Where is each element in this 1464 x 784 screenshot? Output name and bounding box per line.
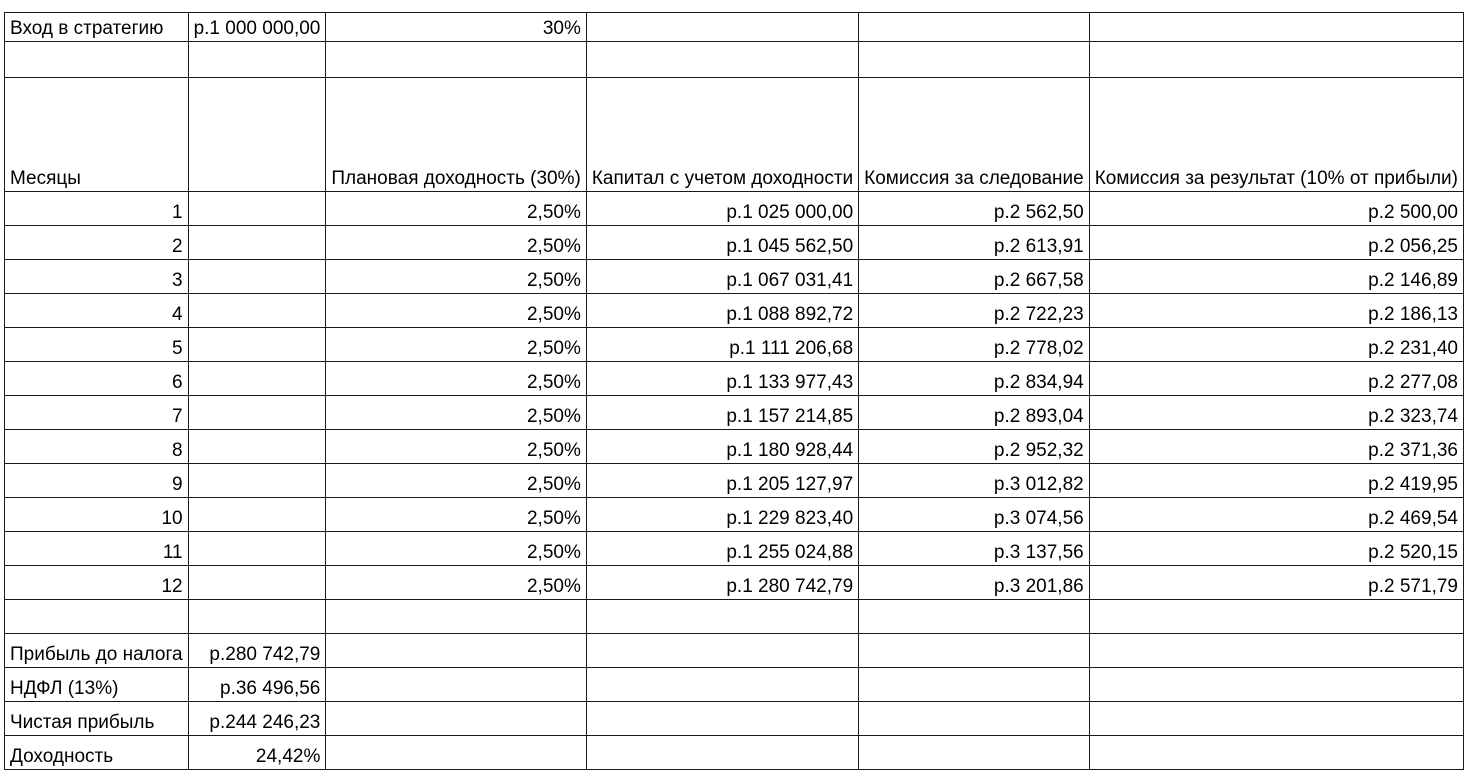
table-row — [5, 396, 1464, 430]
empty-cell[interactable] — [188, 328, 326, 362]
result-fee-cell[interactable]: р.2 500,00 — [1089, 192, 1463, 226]
capital-cell[interactable]: р.1 229 823,40 — [586, 498, 858, 532]
empty-cell[interactable] — [859, 600, 1090, 634]
month-number-cell[interactable]: 9 — [5, 464, 189, 498]
follow-fee-cell[interactable]: р.2 562,50 — [859, 192, 1090, 226]
empty-cell[interactable] — [188, 430, 326, 464]
planned-rate-cell[interactable]: 2,50% — [326, 532, 586, 566]
empty-cell[interactable] — [326, 600, 586, 634]
month-number-cell[interactable]: 11 — [5, 532, 189, 566]
result-fee-cell[interactable]: р.2 056,25 — [1089, 226, 1463, 260]
summary-value-cell[interactable]: р.280 742,79 — [188, 634, 326, 668]
result-fee-cell[interactable]: р.2 419,95 — [1089, 464, 1463, 498]
empty-cell[interactable] — [188, 498, 326, 532]
empty-cell[interactable] — [586, 702, 858, 736]
header-follow-fee[interactable]: Комиссия за следование — [859, 78, 1090, 192]
capital-cell[interactable]: р.1 067 031,41 — [586, 260, 858, 294]
month-number-cell[interactable]: 7 — [5, 396, 189, 430]
strategy-entry-row — [5, 13, 1464, 42]
empty-cell[interactable] — [188, 566, 326, 600]
follow-fee-cell[interactable]: р.2 778,02 — [859, 328, 1090, 362]
summary-value-cell[interactable]: р.244 246,23 — [188, 702, 326, 736]
empty-cell[interactable] — [188, 532, 326, 566]
month-number-cell[interactable]: 10 — [5, 498, 189, 532]
summary-label-cell[interactable]: Чистая прибыль — [5, 702, 189, 736]
capital-cell[interactable]: р.1 045 562,50 — [586, 226, 858, 260]
empty-cell[interactable] — [1089, 702, 1463, 736]
spreadsheet-table — [4, 12, 1464, 770]
capital-cell[interactable]: р.1 157 214,85 — [586, 396, 858, 430]
capital-cell[interactable]: р.1 111 206,68 — [586, 328, 858, 362]
empty-cell[interactable] — [188, 42, 326, 78]
result-fee-cell[interactable]: р.2 277,08 — [1089, 362, 1463, 396]
empty-cell[interactable] — [188, 362, 326, 396]
empty-cell[interactable] — [1089, 668, 1463, 702]
summary-label-cell[interactable]: Доходность — [5, 736, 189, 770]
month-number-cell[interactable]: 2 — [5, 226, 189, 260]
summary-row — [5, 668, 1464, 702]
empty-cell[interactable] — [586, 634, 858, 668]
empty-cell[interactable] — [188, 226, 326, 260]
follow-fee-cell[interactable]: р.2 667,58 — [859, 260, 1090, 294]
empty-cell[interactable] — [586, 668, 858, 702]
capital-cell[interactable]: р.1 088 892,72 — [586, 294, 858, 328]
month-number-cell[interactable]: 8 — [5, 430, 189, 464]
empty-cell[interactable] — [188, 294, 326, 328]
month-number-cell[interactable]: 12 — [5, 566, 189, 600]
follow-fee-cell[interactable]: р.2 834,94 — [859, 362, 1090, 396]
empty-cell[interactable] — [188, 192, 326, 226]
empty-cell[interactable] — [859, 13, 1090, 42]
result-fee-cell[interactable]: р.2 146,89 — [1089, 260, 1463, 294]
follow-fee-cell[interactable]: р.3 074,56 — [859, 498, 1090, 532]
strategy-entry-amount[interactable]: р.1 000 000,00 — [188, 13, 326, 42]
empty-cell[interactable] — [586, 600, 858, 634]
empty-cell[interactable] — [859, 702, 1090, 736]
empty-cell[interactable] — [5, 42, 189, 78]
planned-rate-cell[interactable]: 2,50% — [326, 396, 586, 430]
month-number-cell[interactable]: 1 — [5, 192, 189, 226]
result-fee-cell[interactable]: р.2 231,40 — [1089, 328, 1463, 362]
planned-rate-cell[interactable]: 2,50% — [326, 226, 586, 260]
empty-cell[interactable] — [326, 736, 586, 770]
empty-cell[interactable] — [859, 668, 1090, 702]
capital-cell[interactable]: р.1 205 127,97 — [586, 464, 858, 498]
table-row — [5, 430, 1464, 464]
empty-cell[interactable] — [326, 42, 586, 78]
summary-row — [5, 702, 1464, 736]
result-fee-cell[interactable]: р.2 520,15 — [1089, 532, 1463, 566]
header-capital[interactable]: Капитал с учетом доходности — [586, 78, 858, 192]
planned-rate-cell[interactable]: 2,50% — [326, 430, 586, 464]
empty-cell[interactable] — [859, 634, 1090, 668]
planned-rate-cell[interactable]: 2,50% — [326, 566, 586, 600]
blank-row — [5, 42, 1464, 78]
planned-rate-cell[interactable]: 2,50% — [326, 192, 586, 226]
empty-cell[interactable] — [1089, 13, 1463, 42]
summary-row — [5, 634, 1464, 668]
planned-rate-cell[interactable]: 2,50% — [326, 362, 586, 396]
capital-cell[interactable]: р.1 133 977,43 — [586, 362, 858, 396]
month-number-cell[interactable]: 4 — [5, 294, 189, 328]
capital-cell[interactable]: р.1 025 000,00 — [586, 192, 858, 226]
empty-cell[interactable] — [586, 736, 858, 770]
empty-cell[interactable] — [326, 702, 586, 736]
strategy-entry-label[interactable]: Вход в стратегию — [5, 13, 189, 42]
table-row — [5, 226, 1464, 260]
empty-cell[interactable] — [188, 600, 326, 634]
empty-cell[interactable] — [586, 42, 858, 78]
follow-fee-cell[interactable]: р.2 722,23 — [859, 294, 1090, 328]
header-empty[interactable] — [188, 78, 326, 192]
planned-rate-cell[interactable]: 2,50% — [326, 294, 586, 328]
summary-label-cell[interactable]: Прибыль до налога — [5, 634, 189, 668]
table-row — [5, 260, 1464, 294]
empty-cell[interactable] — [188, 396, 326, 430]
empty-cell[interactable] — [859, 736, 1090, 770]
follow-fee-cell[interactable]: р.2 893,04 — [859, 396, 1090, 430]
follow-fee-cell[interactable]: р.3 012,82 — [859, 464, 1090, 498]
table-row — [5, 362, 1464, 396]
empty-cell[interactable] — [1089, 634, 1463, 668]
empty-cell[interactable] — [1089, 42, 1463, 78]
summary-value-cell[interactable]: 24,42% — [188, 736, 326, 770]
table-row — [5, 328, 1464, 362]
empty-cell[interactable] — [1089, 736, 1463, 770]
table-row — [5, 566, 1464, 600]
table-row — [5, 532, 1464, 566]
follow-fee-cell[interactable]: р.3 201,86 — [859, 566, 1090, 600]
empty-cell[interactable] — [326, 634, 586, 668]
blank-row — [5, 600, 1464, 634]
result-fee-cell[interactable]: р.2 186,13 — [1089, 294, 1463, 328]
empty-cell[interactable] — [586, 13, 858, 42]
table-row — [5, 464, 1464, 498]
empty-cell[interactable] — [1089, 600, 1463, 634]
empty-cell[interactable] — [326, 668, 586, 702]
strategy-entry-percent[interactable]: 30% — [326, 13, 586, 42]
header-row — [5, 78, 1464, 192]
result-fee-cell[interactable]: р.2 571,79 — [1089, 566, 1463, 600]
empty-cell[interactable] — [5, 600, 189, 634]
month-number-cell[interactable]: 3 — [5, 260, 189, 294]
summary-value-cell[interactable]: р.36 496,56 — [188, 668, 326, 702]
header-months[interactable]: Месяцы — [5, 78, 189, 192]
result-fee-cell[interactable]: р.2 469,54 — [1089, 498, 1463, 532]
capital-cell[interactable]: р.1 255 024,88 — [586, 532, 858, 566]
follow-fee-cell[interactable]: р.3 137,56 — [859, 532, 1090, 566]
table-row — [5, 192, 1464, 226]
summary-label-cell[interactable]: НДФЛ (13%) — [5, 668, 189, 702]
header-planned-yield[interactable]: Плановая доходность (30%) — [326, 78, 586, 192]
result-fee-cell[interactable]: р.2 371,36 — [1089, 430, 1463, 464]
table-row — [5, 294, 1464, 328]
follow-fee-cell[interactable]: р.2 952,32 — [859, 430, 1090, 464]
month-number-cell[interactable]: 5 — [5, 328, 189, 362]
planned-rate-cell[interactable]: 2,50% — [326, 498, 586, 532]
planned-rate-cell[interactable]: 2,50% — [326, 464, 586, 498]
follow-fee-cell[interactable]: р.2 613,91 — [859, 226, 1090, 260]
planned-rate-cell[interactable]: 2,50% — [326, 328, 586, 362]
empty-cell[interactable] — [188, 464, 326, 498]
empty-cell[interactable] — [859, 42, 1090, 78]
empty-cell[interactable] — [188, 260, 326, 294]
capital-cell[interactable]: р.1 180 928,44 — [586, 430, 858, 464]
result-fee-cell[interactable]: р.2 323,74 — [1089, 396, 1463, 430]
month-number-cell[interactable]: 6 — [5, 362, 189, 396]
planned-rate-cell[interactable]: 2,50% — [326, 260, 586, 294]
table-row — [5, 498, 1464, 532]
capital-cell[interactable]: р.1 280 742,79 — [586, 566, 858, 600]
summary-row — [5, 736, 1464, 770]
header-result-fee[interactable]: Комиссия за результат (10% от прибыли) — [1089, 78, 1463, 192]
